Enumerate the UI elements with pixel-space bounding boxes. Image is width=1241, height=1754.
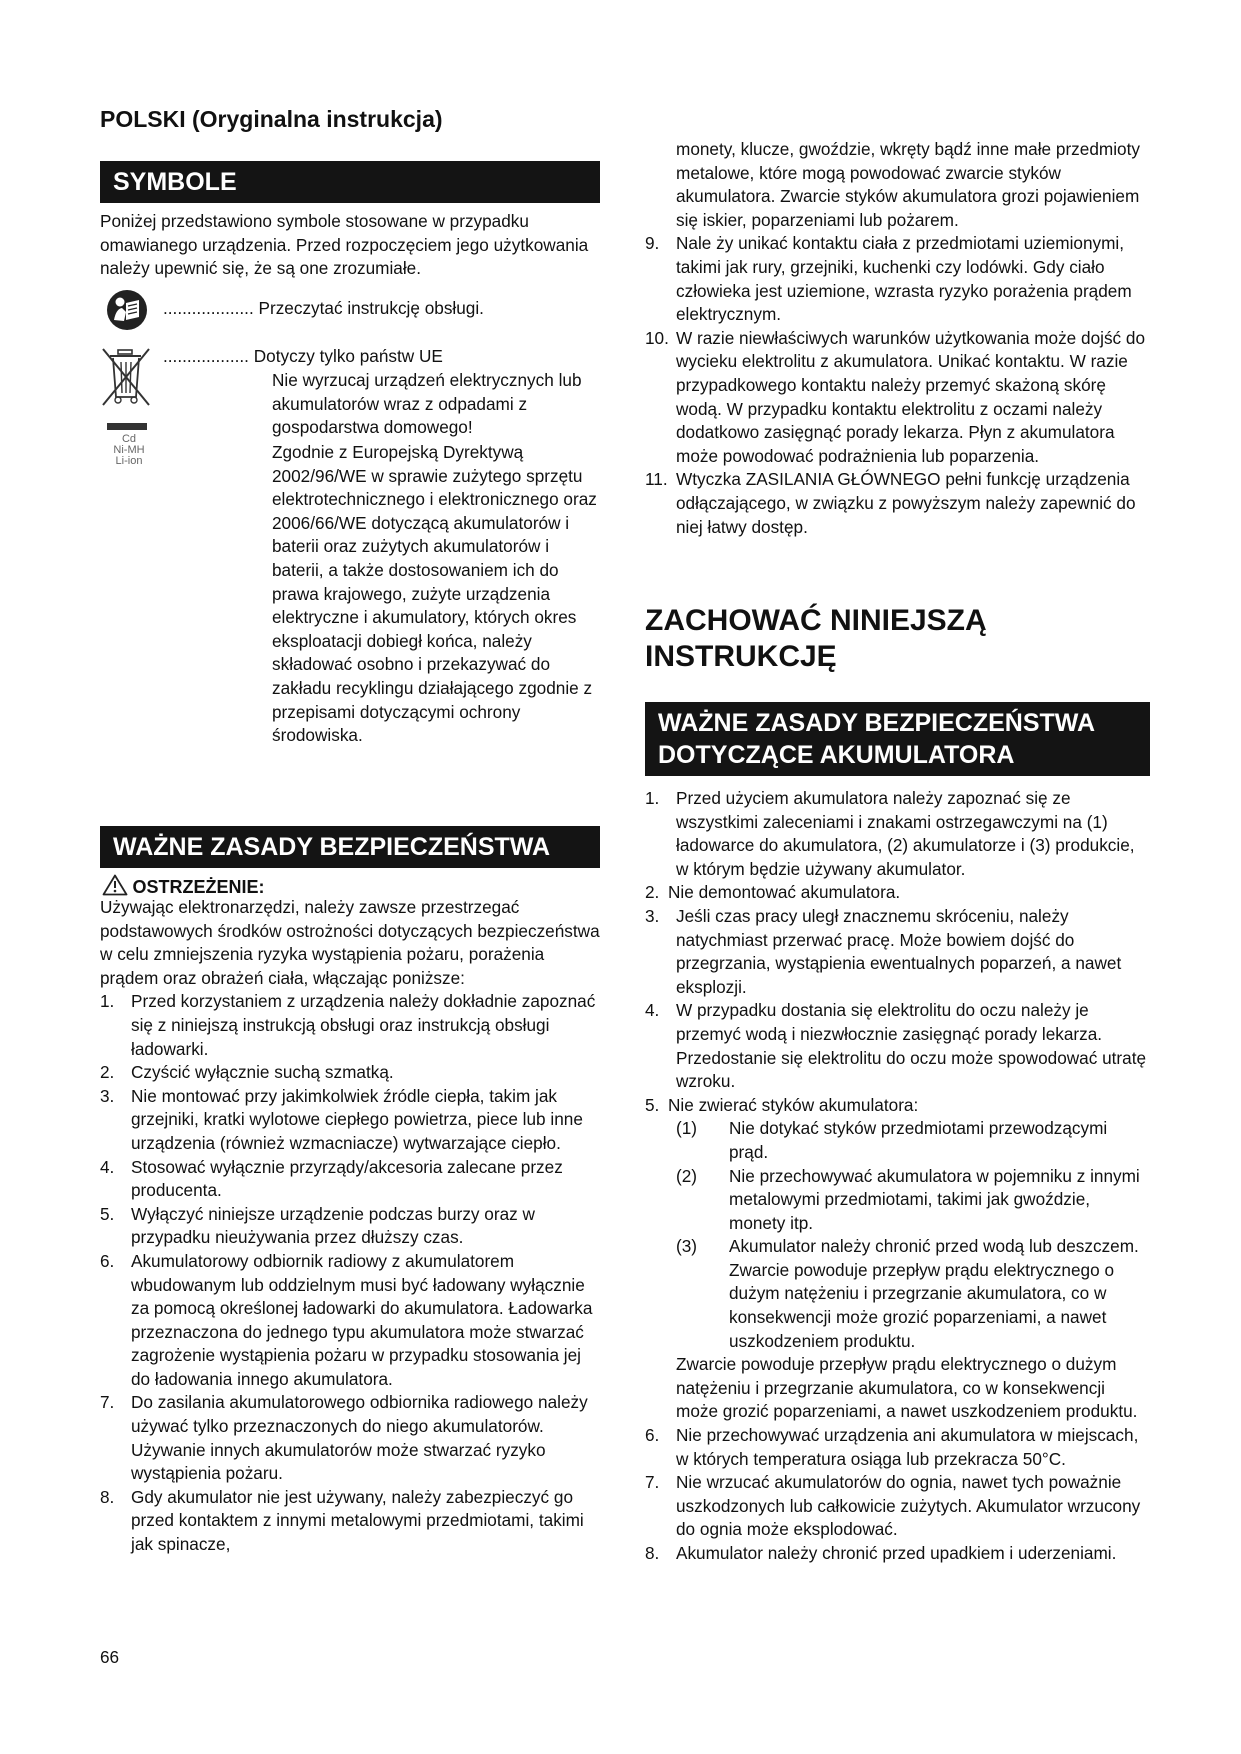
eu-disposal-warning: Nie wyrzucaj urządzeń elektrycznych lub akumulatorów wraz z odpadami z gospodarstwa domowego!	[272, 370, 582, 438]
eu-only-text: .................. Dotyczy tylko państw UE	[163, 346, 443, 366]
battery-label-cd: Cd	[121, 433, 137, 445]
keep-instructions-heading	[645, 603, 987, 675]
short-circuit-note: Zwarcie powoduje przepływ prądu elektrycznego o dużym natężeniu i przegrzanie akumulatora, co w konsekwencji może grozić poparzeniami, a nawet uszkodzeniem produktu.	[676, 1354, 1138, 1422]
list-item: 8. Akumulator należy chronić przed upadkiem i uderzeniami.	[645, 1543, 1117, 1563]
battery-heading-line1: WAŻNE ZASADY BEZPIECZEŃSTWA	[658, 709, 1096, 737]
sub-list-item: (1) Nie dotykać styków przedmiotami przewodzącymi prąd.	[676, 1118, 1108, 1162]
sub-list-item: (2) Nie przechowywać akumulatora w pojemniku z innymi metalowymi przedmiotami, takimi jak gwoździe, monety itp.	[676, 1165, 1140, 1233]
battery-list	[645, 787, 1150, 1566]
list-item: 7. Do zasilania akumulatorowego odbiornika radiowego należy używać tylko przeznaczonych do niego akumulatorów. Używanie innych akumulatorów może stwarzać ryzyko wystąpienia pożaru.	[100, 1392, 588, 1484]
list-item: 3. Nie montować przy jakimkolwiek źródle ciepła, takim jak grzejniki, kratki wylotowe ciepłego powietrza, piece lub inne urządzenia (również wzmacniacze) wytwarzające ciepło.	[100, 1085, 583, 1153]
section-heading-battery	[645, 702, 1150, 776]
crossed-bin-icon	[101, 347, 153, 409]
safety-intro: Używając elektronarzędzi, należy zawsze przestrzegać podstawowych środków ostrożności dotyczących bezpieczeństwa w celu zmniejszenia ryzyka wystąpienia pożaru, porażenia prądem oraz obrażeń ciała, włączając poniższe:	[100, 897, 600, 988]
weee-bar	[107, 423, 147, 430]
battery-label-nimh: Ni-MH	[113, 444, 145, 456]
list-item-continued: monety, klucze, gwoździe, wkręty bądź inne małe przedmioty metalowe, które mogą powodować zwarcie styków akumulatora. Zwarcie styków akumulatora grozi pojawieniem się iskier, poparzeniami lub pożarem.	[676, 139, 1140, 230]
list-item: 6. Akumulatorowy odbiornik radiowy z akumulatorem wbudowanym lub oddzielnym musi być ładowany wyłącznie za pomocą określonej ładowarki do akumulatora. Ładowarka przeznaczona do jednego typu akumulatora może stwarzać zagrożenie wystąpienia pożaru w przypadku stosowania jej do ładowania innego akumulatora.	[100, 1250, 593, 1389]
list-item: 4. W przypadku dostania się elektrolitu do oczu należy je przemyć wodą i niezwłocznie zasięgnąć porady lekarza. Przedostanie się elektrolitu do oczu może spowodować utratę wzroku.	[645, 1000, 1147, 1092]
list-item: 5. Nie zwierać styków akumulatora:	[645, 1094, 919, 1115]
list-item: 2. Nie demontować akumulatora.	[645, 882, 901, 903]
list-item: 3. Jeśli czas pracy uległ znacznemu skróceniu, należy natychmiast przerwać pracę. Może bowiem dojść do przegrzania, wystąpienia ewentualnych poparzeń, a nawet eksplozji.	[645, 905, 1122, 997]
list-item: 5. Wyłączyć niniejsze urządzenie podczas burzy oraz w przypadku nieużywania przez dłuższy czas.	[100, 1203, 535, 1248]
keep-heading-line1: ZACHOWAĆ NINIEJSZĄ	[645, 604, 987, 637]
list-item: 4. Stosować wyłącznie przyrządy/akcesoria zalecane przez producenta.	[100, 1156, 563, 1201]
safety-list-left	[100, 896, 600, 1557]
keep-heading-line2: INSTRUKCJĘ	[645, 640, 837, 673]
list-item: 2. Czyścić wyłącznie suchą szmatką.	[100, 1062, 394, 1083]
document-title: POLSKI (Oryginalna instrukcja)	[100, 106, 443, 132]
list-item: 1. Przed użyciem akumulatora należy zapoznać się ze wszystkimi zaleceniami i znakami ostrzegawczymi na (1) ładowarce do akumulatora, (2) akumulatorze i (3) produkcie, w którym będzie używany akumulator.	[645, 788, 1135, 879]
warning-triangle-icon	[102, 874, 128, 896]
battery-chemistry-labels	[104, 434, 154, 467]
read-manual-text: ................... Przeczytać instrukcję obsługi.	[163, 298, 484, 318]
battery-heading-line2: DOTYCZĄCE AKUMULATORA	[658, 741, 1015, 769]
warning-heading	[100, 874, 600, 898]
sub-list-item: (3) Akumulator należy chronić przed wodą lub deszczem. Zwarcie powoduje przepływ prądu elektrycznego o dużym natężeniu i przegrzanie akumulatora, co w konsekwencji może grozić poparzeniami, a nawet uszkodzeniem produktu.	[676, 1236, 1139, 1351]
warning-label: OSTRZEŻENIE:	[132, 877, 265, 897]
list-item: 10. W razie niewłaściwych warunków użytkowania może dojść do wycieku elektrolitu z akumulatora. Unikać kontaktu. W razie przypadkowego kontaktu należy przemyć skażoną skórę wodą. W przypadku kontaktu elektrolitu z oczami należy dodatkowo zasięgnąć porady lekarza. Płyn z akumulatora może powodować podrażnienia lub poparzenia.	[645, 327, 1146, 466]
safety-list-right	[645, 138, 1150, 539]
eu-directive-text: Zgodnie z Europejską Dyrektywą 2002/96/WE w sprawie zużytego sprzętu elektrotechnicznego i elektronicznego oraz 2006/66/WE dotyczącą akumulatorów i baterii oraz zużytych akumulatorów i baterii, a także dostosowaniem ich do prawa krajowego, zużyte urządzenia elektryczne i akumulatory, których okres eksploatacji dobiegł końca, należy składować osobno i przekazywać do zakładu recyklingu działającego zgodnie z przepisami dotyczącymi ochrony środowiska.	[272, 442, 597, 746]
read-manual-icon	[106, 289, 148, 331]
section-heading-safety	[100, 826, 600, 868]
section-heading-symbols-text: SYMBOLE	[113, 168, 237, 196]
section-heading-safety-text: WAŻNE ZASADY BEZPIECZEŃSTWA	[113, 833, 551, 861]
list-item: 11. Wtyczka ZASILANIA GŁÓWNEGO pełni funkcję urządzenia odłączającego, w związku z powyższym należy zapewnić do niej łatwy dostęp.	[645, 469, 1136, 537]
list-item: 7. Nie wrzucać akumulatorów do ognia, nawet tych poważnie uszkodzonych lub całkowicie zużytych. Akumulator wrzucony do ognia może eksplodować.	[645, 1472, 1141, 1540]
list-item: 9. Nale ży unikać kontaktu ciała z przedmiotami uziemionymi, takimi jak rury, grzejniki, kuchenki czy lodówki. Gdy ciało człowieka jest uziemione, wzrasta ryzyko porażenia prądem elektrycznym.	[645, 233, 1132, 325]
page-number: 66	[100, 1647, 120, 1667]
list-item: 8. Gdy akumulator nie jest używany, należy zabezpieczyć go przed kontaktem z innymi metalowymi przedmiotami, takimi jak spinacze,	[100, 1486, 584, 1555]
list-item: 6. Nie przechowywać urządzenia ani akumulatora w miejscach, w których temperatura osiąga lub przekracza 50°C.	[645, 1425, 1139, 1469]
section-heading-symbols	[100, 161, 600, 203]
list-item: 1. Przed korzystaniem z urządzenia należy dokładnie zapoznać się z niniejszą instrukcją obsługi oraz instrukcją obsługi ładowarki.	[100, 991, 596, 1059]
battery-label-liion: Li-ion	[115, 455, 143, 467]
symbols-intro: Poniżej przedstawiono symbole stosowane w przypadku omawianego urządzenia. Przed rozpoczęciem jego użytkowania należy upewnić się, że są one zrozumiałe.	[100, 211, 589, 279]
